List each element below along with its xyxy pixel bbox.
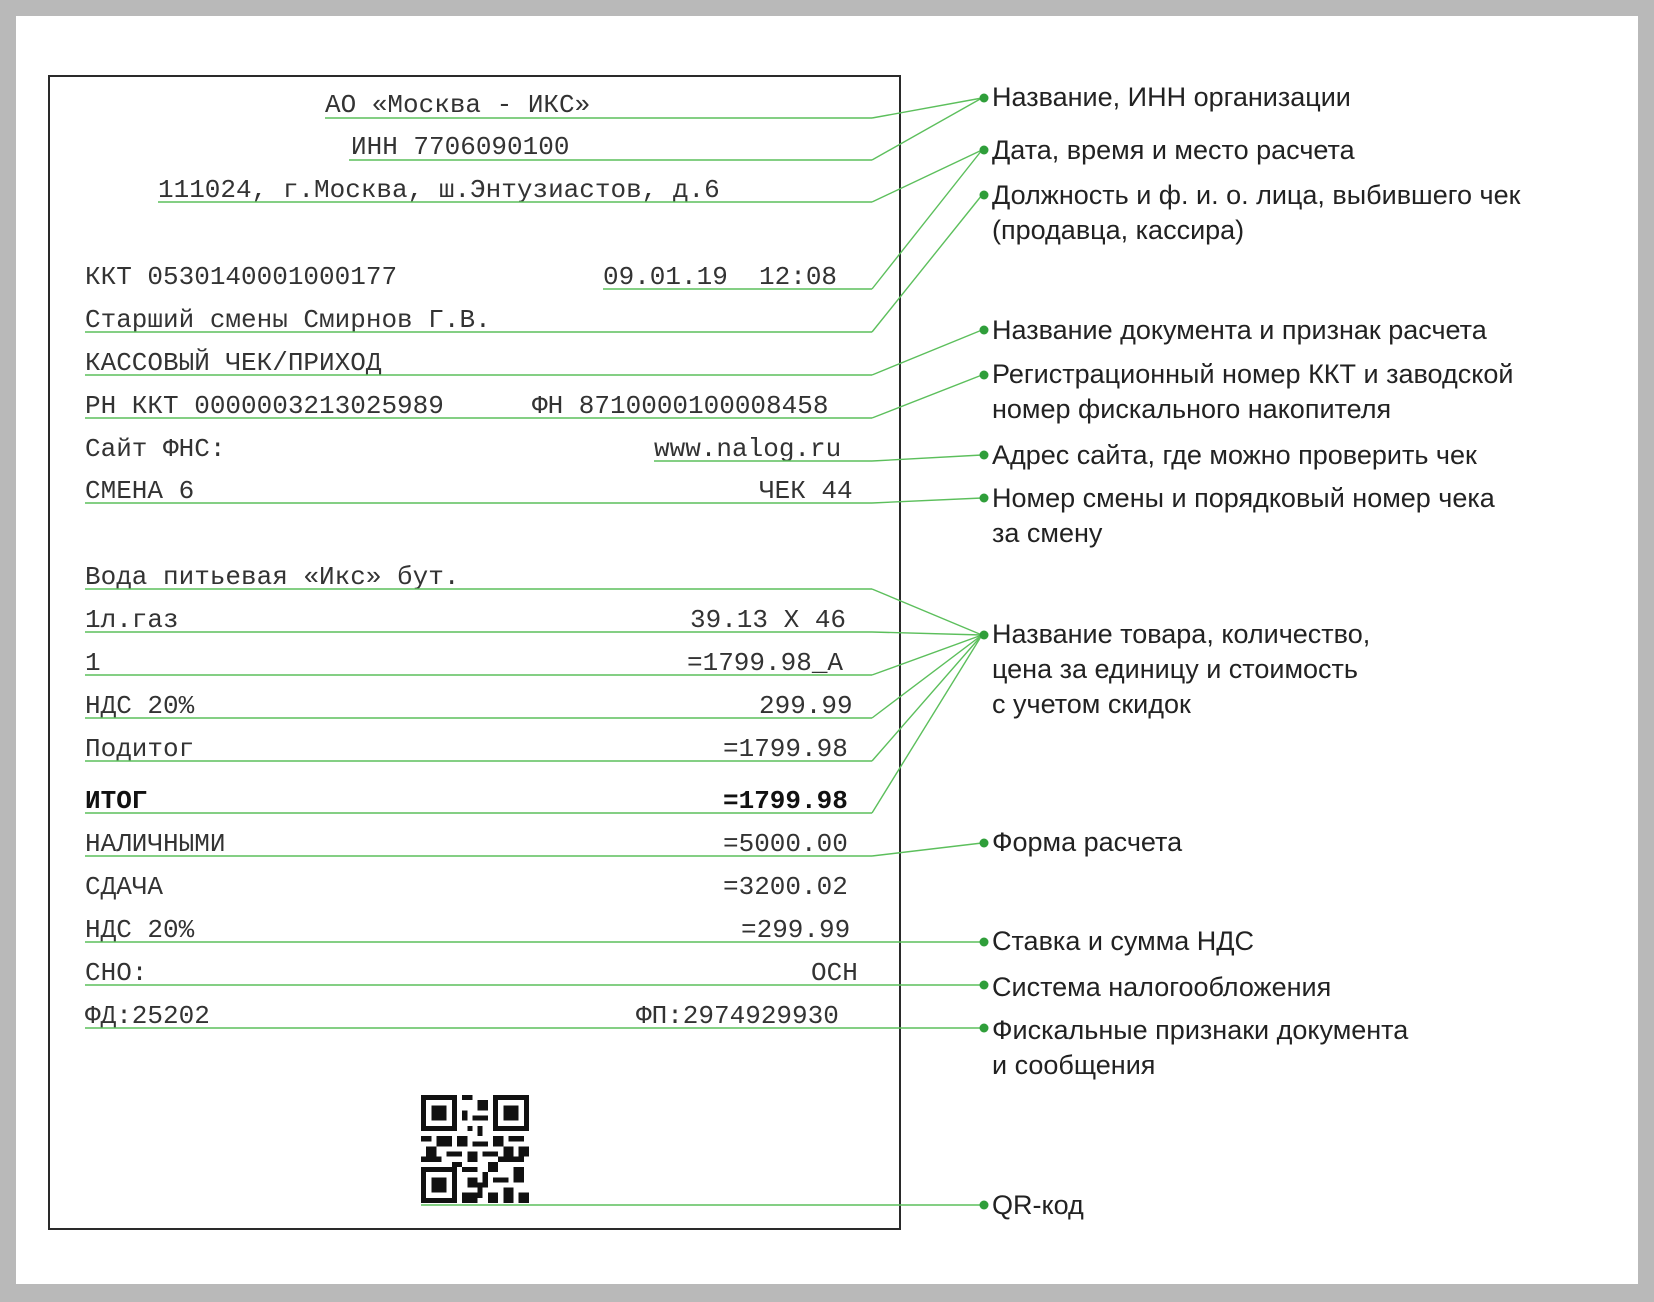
vat2-value: =299.99 xyxy=(741,915,851,945)
receipt-datetime: 09.01.19 12:08 xyxy=(603,262,838,292)
document-type: КАССОВЫЙ ЧЕК/ПРИХОД xyxy=(85,348,382,378)
fn-number: ФН 8710000100008458 xyxy=(532,391,829,421)
annotation-qr: QR-код xyxy=(992,1190,1084,1220)
subtotal-value: =1799.98 xyxy=(723,734,848,764)
annotation-cashier-line1: Должность и ф. и. о. лица, выбившего чек xyxy=(992,180,1521,210)
shift-number: СМЕНА 6 xyxy=(85,476,195,506)
site-label: Сайт ФНС: xyxy=(85,434,226,464)
annotation-cashier-line2: (продавца, кассира) xyxy=(992,215,1245,245)
annotation-doc-name: Название документа и признак расчета xyxy=(992,315,1487,345)
annotation-shift-line1: Номер смены и порядковый номер чека xyxy=(992,483,1495,513)
qr-code-icon xyxy=(421,1095,529,1203)
annotation-fiscal-line1: Фискальные признаки документа xyxy=(992,1015,1409,1045)
annotation-site: Адрес сайта, где можно проверить чек xyxy=(992,440,1477,470)
vat-value: 299.99 xyxy=(759,691,853,721)
annotation-payment: Форма расчета xyxy=(992,827,1183,857)
check-number: ЧЕК 44 xyxy=(759,476,853,506)
fp-number: ФП:2974929930 xyxy=(636,1001,839,1031)
annotation-goods-line2: цена за единицу и стоимость xyxy=(992,654,1358,684)
annotation-shift-line2: за смену xyxy=(992,518,1103,548)
rn-kkt: РН ККТ 0000003213025989 xyxy=(85,391,444,421)
cash-label: НАЛИЧНЫМИ xyxy=(85,829,226,859)
total-label: ИТОГ xyxy=(85,786,148,816)
item-name: Вода питьевая «Икс» бут. xyxy=(85,562,460,592)
cashier-name: Старший смены Смирнов Г.В. xyxy=(85,305,491,335)
change-value: =3200.02 xyxy=(723,872,848,902)
annotation-date-place: Дата, время и место расчета xyxy=(992,135,1355,165)
subtotal-label: Подитог xyxy=(85,734,195,764)
vat2-label: НДС 20% xyxy=(85,915,195,945)
annotation-fiscal-line2: и сообщения xyxy=(992,1050,1156,1080)
kkt-number: ККТ 0530140001000177 xyxy=(85,262,398,292)
item-price-qty: 39.13 X 46 xyxy=(690,605,847,635)
item-name-cont: 1л.газ xyxy=(85,605,179,635)
org-address: 111024, г.Москва, ш.Энтузиастов, д.6 xyxy=(158,175,720,205)
annotation-vat: Ставка и сумма НДС xyxy=(992,926,1255,956)
annotation-org: Название, ИНН организации xyxy=(992,82,1351,112)
annotation-reg-line2: номер фискального накопителя xyxy=(992,394,1392,424)
org-inn: ИНН 7706090100 xyxy=(351,132,570,162)
cash-value: =5000.00 xyxy=(723,829,848,859)
annotation-tax-system: Система налогообложения xyxy=(992,972,1332,1002)
vat-label: НДС 20% xyxy=(85,691,195,721)
fd-number: ФД:25202 xyxy=(85,1001,210,1031)
item-sum: =1799.98_А xyxy=(687,648,844,678)
sno-value: ОСН xyxy=(811,958,858,988)
total-value: =1799.98 xyxy=(723,786,848,816)
site-url: www.nalog.ru xyxy=(654,434,842,464)
annotation-goods-line3: с учетом скидок xyxy=(992,689,1191,719)
item-line3: 1 xyxy=(85,648,101,678)
annotation-goods-line1: Название товара, количество, xyxy=(992,619,1371,649)
annotation-reg-line1: Регистрационный номер ККТ и заводской xyxy=(992,359,1514,389)
org-name: АО «Москва - ИКС» xyxy=(325,90,591,120)
change-label: СДАЧА xyxy=(85,872,164,902)
sno-label: СНО: xyxy=(85,958,148,988)
